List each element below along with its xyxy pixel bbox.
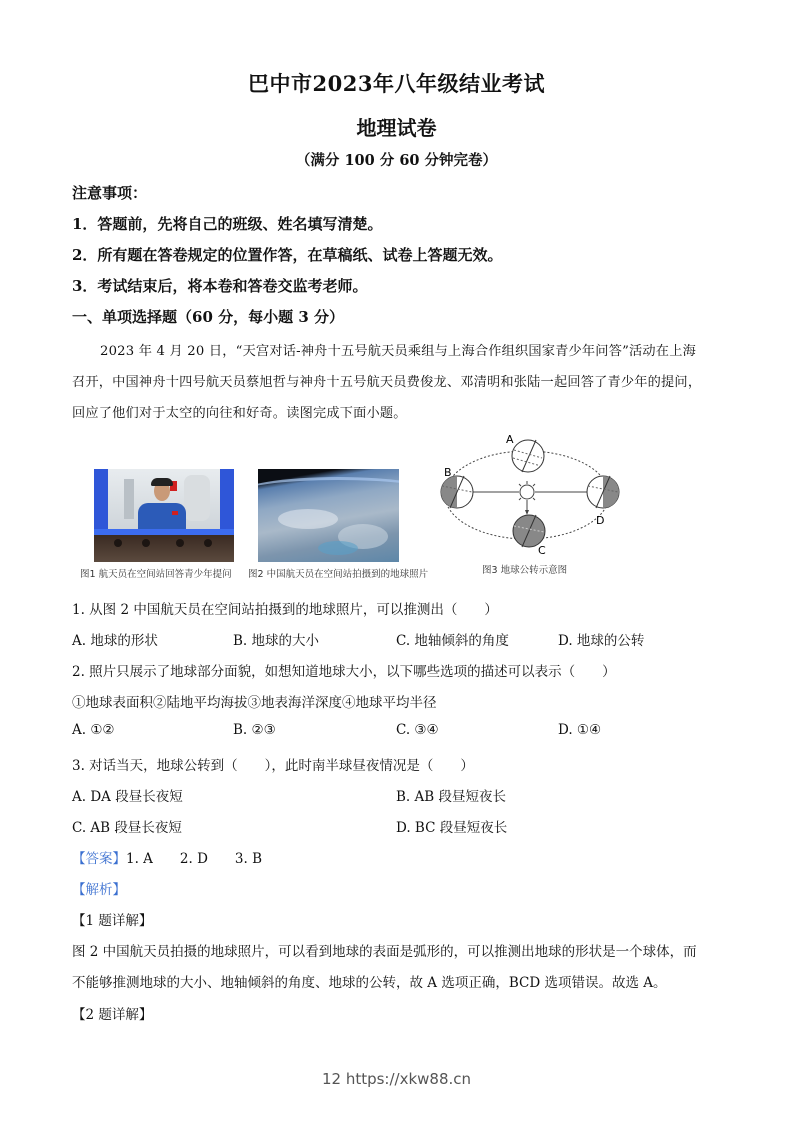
label-c: C [538,544,546,557]
analysis-label: 【解析】 [72,882,126,898]
figure-1-caption: 图1 航天员在空间站回答青少年提问 [80,569,232,580]
figure-2-caption: 图2 中国航天员在空间站拍摄到的地球照片 [248,569,429,580]
q2-explanation-heading: 【2 题详解】 [72,1007,153,1023]
passage-line: 回应了他们对于太空的向往和好奇。读图完成下面小题。 [72,406,407,421]
answer-label: 【答案】 [72,851,126,867]
question-1-stem: 1. 从图 2 中国航天员在空间站拍摄到的地球照片，可以推测出（ ） [72,602,498,618]
sun-icon [516,481,538,503]
question-3-stem: 3. 对话当天，地球公转到（ ），此时南半球昼夜情况是（ ） [72,758,474,774]
figure-1-astronaut-photo [94,469,234,562]
question-2-option-b: B. ②③ [233,722,276,738]
question-1-option-a: A. 地球的形状 [72,633,158,649]
question-1-option-b: B. 地球的大小 [233,633,320,649]
passage-line: 2023 年 4 月 20 日，“天宫对话-神舟十五号航天员乘组与上海合作组织国家青少年问答”活动在上海 [100,344,696,359]
footer-url[interactable]: https://xkw88.cn [345,1070,472,1088]
page-footer [0,1070,793,1088]
question-3-option-c: C. AB 段昼长夜短 [72,820,182,836]
subject-title: 地理试卷 [356,116,437,140]
instruction-item: 3．考试结束后，将本卷和答卷交监考老师。 [72,277,368,295]
figure-2-earth-photo [258,469,399,562]
q1-explanation-heading: 【1 题详解】 [72,913,153,929]
question-1-option-c: C. 地轴倾斜的角度 [396,633,509,649]
page-number: 12 [321,1070,342,1088]
question-2-stem: 2. 照片只展示了地球部分面貌，如想知道地球大小，以下哪些选项的描述可以表示（ ） [72,664,616,680]
answer-values: 1. A 2. D 3. B [126,851,263,867]
exam-title: 巴中市2023年八年级结业考试 [248,71,545,96]
label-a: A [506,433,514,446]
instruction-item: 1．答题前，先将自己的班级、姓名填写清楚。 [72,215,383,233]
q1-explanation-line: 不能够推测地球的大小、地轴倾斜的角度、地球的公转，故 A 选项正确，BCD 选项错误。故选 A。 [72,975,667,991]
question-2-statements: ①地球表面积②陆地平均海拔③地表海洋深度④地球平均半径 [72,695,437,711]
instructions-heading: 注意事项： [72,184,148,202]
question-2-option-a: A. ①② [72,722,115,738]
question-3-option-a: A. DA 段昼长夜短 [72,789,183,805]
label-b: B [444,466,452,479]
score-time-note: （满分 100 分 60 分钟完卷） [295,152,498,169]
question-3-option-d: D. BC 段昼短夜长 [396,820,508,836]
figure-3-caption: 图3 地球公转示意图 [482,565,568,576]
question-3-option-b: B. AB 段昼短夜长 [396,789,506,805]
q1-explanation-line: 图 2 中国航天员拍摄的地球照片，可以看到地球的表面是弧形的，可以推测出地球的形状是一个球体，而 [72,944,697,960]
instruction-item: 2．所有题在答卷规定的位置作答，在草稿纸、试卷上答题无效。 [72,246,503,264]
figure-3-revolution-diagram [430,428,630,558]
section-heading: 一、单项选择题（60 分，每小题 3 分） [72,308,344,326]
passage-line: 召开，中国神舟十四号航天员蔡旭哲与神舟十五号航天员费俊龙、邓清明和张陆一起回答了青少年的提问， [72,375,702,390]
answer-row [72,847,262,867]
question-2-option-c: C. ③④ [396,722,439,738]
question-1-option-d: D. 地球的公转 [558,633,645,649]
label-d: D [596,514,605,527]
question-2-option-d: D. ①④ [558,722,602,738]
